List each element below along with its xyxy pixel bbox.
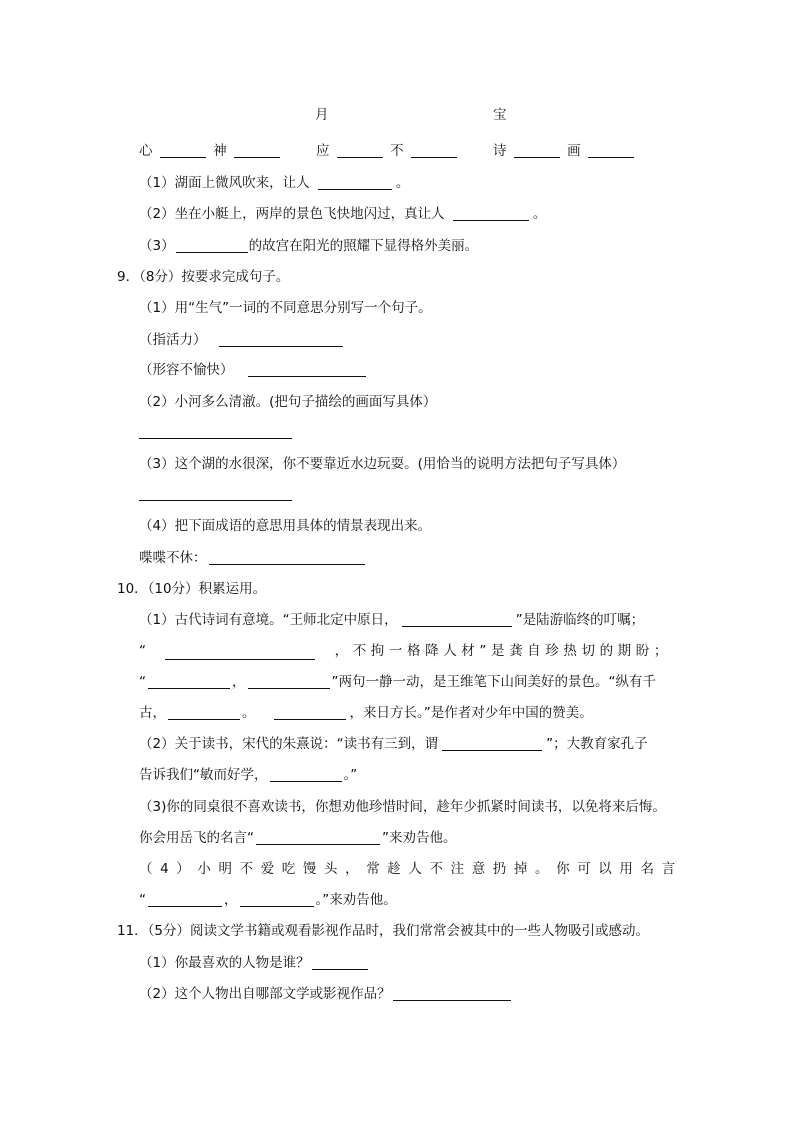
q10-title: 10．（10分）积累运用。 <box>117 581 267 597</box>
idiom-char: 应 <box>316 143 330 159</box>
q10-line-5: （2）关于读书，宋代的朱熹说：“读书有三到，谓 ”；大教育家孔子 <box>139 736 648 752</box>
answer-blank[interactable] <box>453 206 529 221</box>
idiom-blank[interactable] <box>234 143 280 158</box>
answer-blank[interactable] <box>219 332 343 347</box>
answer-blank[interactable] <box>148 674 230 689</box>
idiom-char: 诗 <box>493 143 507 159</box>
q10-line-1: （1）古代诗词有意境。“王师北定中原日， ”是陆游临终的叮嘱； <box>139 612 645 628</box>
q10-line-9: （4）小明不爱吃馒头，常趁人不注意扔掉。你可以用名言 <box>139 861 683 877</box>
idiom-blank[interactable] <box>160 143 206 158</box>
idiom-group-2 <box>316 142 460 160</box>
idiom-blank[interactable] <box>337 143 383 158</box>
answer-blank[interactable] <box>274 705 346 720</box>
q11-part-2: （2）这个人物出自哪部文学或影视作品？ <box>139 985 511 1003</box>
q9-part-1a: （指活力） <box>139 331 343 349</box>
q9-part-1b: （形容不愉快） <box>139 361 366 379</box>
q9-part-4a: 喋喋不休： <box>139 549 365 567</box>
answer-line[interactable] <box>139 486 292 501</box>
answer-blank[interactable] <box>318 175 392 190</box>
answer-blank[interactable] <box>256 830 380 845</box>
q10-line-6: 告诉我们“敏而好学， 。” <box>139 767 358 783</box>
q9-part-4: （4）把下面成语的意思用具体的情景表现出来。 <box>139 518 432 534</box>
answer-blank[interactable] <box>270 767 342 782</box>
answer-blank[interactable] <box>312 955 368 970</box>
heading-char-yue: 月 <box>315 107 329 123</box>
q9-part-2: （2）小河多么清澈。(把句子描绘的画面写具体） <box>139 394 437 410</box>
answer-blank[interactable] <box>168 705 240 720</box>
q11-part-1: （1）你最喜欢的人物是谁？ <box>139 954 368 972</box>
q10-line-4: 古， 。 ，来日方长。”是作者对少年中国的赞美。 <box>139 705 593 721</box>
q10-line-8: 你会用岳飞的名言“ ”来劝告他。 <box>139 830 457 846</box>
idiom-group-3 <box>493 142 637 160</box>
idiom-char: 画 <box>567 143 581 159</box>
q9-title: 9．（8分）按要求完成句子。 <box>117 269 290 285</box>
answer-blank[interactable] <box>176 238 248 253</box>
q10-line-10: “ ， 。”来劝告他。 <box>139 892 397 908</box>
q10-line-2: “ ，不拘一格降人材”是龚自珍热切的期盼； <box>139 643 672 659</box>
answer-blank[interactable] <box>240 892 314 907</box>
q9-part-1: （1）用“生气”一词的不同意思分别写一个句子。 <box>139 300 432 316</box>
answer-blank[interactable] <box>165 645 315 660</box>
answer-line[interactable] <box>139 424 292 439</box>
idiom-char: 心 <box>139 143 153 159</box>
q9-part-3: （3）这个湖的水很深，你不要靠近水边玩耍。(用恰当的说明方法把句子写具体） <box>139 456 626 472</box>
answer-blank[interactable] <box>148 892 222 907</box>
answer-blank[interactable] <box>402 612 512 627</box>
idiom-blank[interactable] <box>588 143 634 158</box>
idiom-blank[interactable] <box>411 143 457 158</box>
idiom-char: 神 <box>213 143 227 159</box>
idiom-char: 不 <box>390 143 404 159</box>
q8-sentence-3: （3） 的故宫在阳光的照耀下显得格外美丽。 <box>139 238 479 254</box>
q8-sentence-1: （1）湖面上微风吹来，让人 。 <box>139 175 410 191</box>
answer-blank[interactable] <box>209 550 365 565</box>
answer-blank[interactable] <box>248 674 330 689</box>
answer-blank[interactable] <box>442 736 542 751</box>
q10-line-3: “ ， ”两句一静一动，是王维笔下山间美好的景色。“纵有千 <box>139 674 656 690</box>
idiom-blank[interactable] <box>514 143 560 158</box>
q8-sentence-2: （2）坐在小艇上，两岸的景色飞快地闪过，真让人 。 <box>139 206 547 222</box>
idiom-group-1 <box>139 142 283 160</box>
heading-char-bao: 宝 <box>493 107 507 123</box>
answer-blank[interactable] <box>393 986 511 1001</box>
q11-title: 11．（5分）阅读文学书籍或观看影视作品时，我们常常会被其中的一些人物吸引或感动。 <box>117 923 650 939</box>
answer-blank[interactable] <box>248 362 366 377</box>
q10-line-7: （3)你的同桌很不喜欢读书，你想劝他珍惜时间，趁年少抓紧时间读书，以免将来后悔。 <box>139 799 666 815</box>
